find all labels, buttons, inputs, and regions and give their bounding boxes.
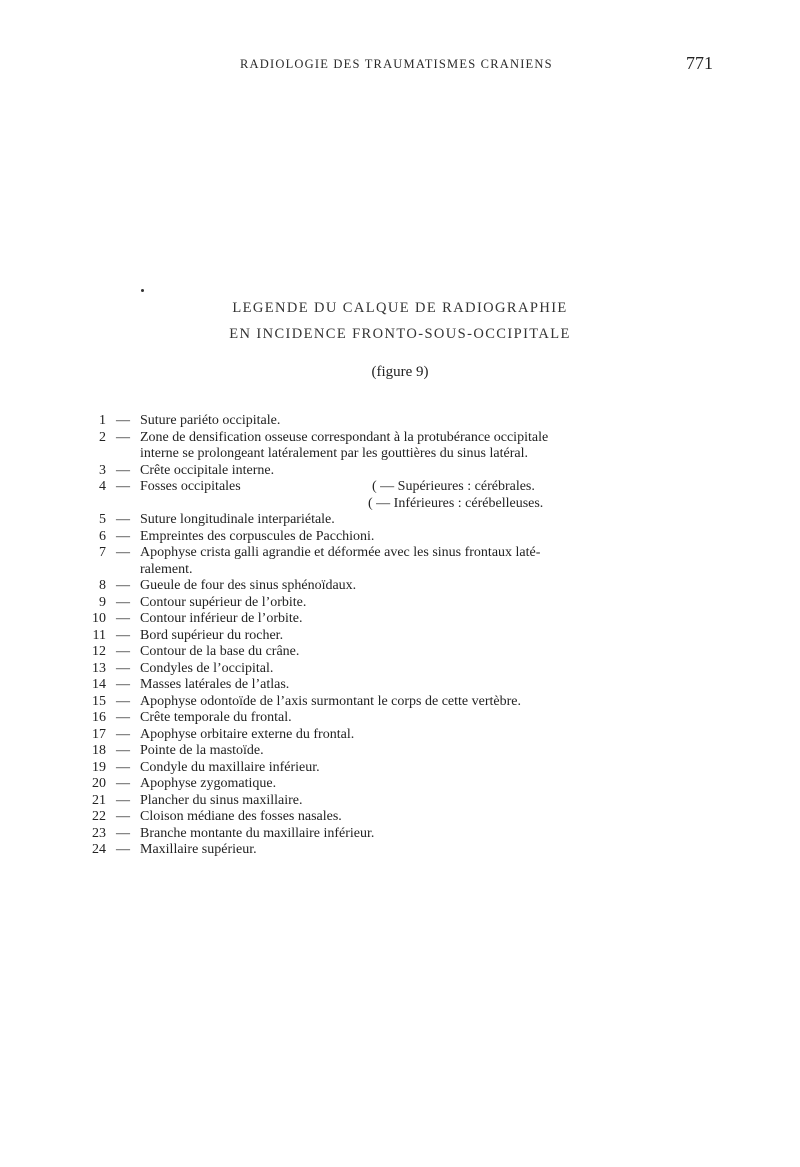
legend-item-dash: — — [116, 743, 130, 758]
legend-item-number: 19 — [92, 759, 106, 775]
legend-item — [84, 661, 724, 678]
page-number: 771 — [686, 53, 713, 73]
legend-item-number: 21 — [92, 792, 106, 808]
legend-item-number: 8 — [99, 578, 106, 593]
legend-item — [84, 793, 724, 810]
legend-item-dash: — — [116, 611, 130, 626]
legend-item-text: Contour supérieur de l’orbite. — [140, 594, 307, 610]
legend-item-dash: — — [116, 693, 130, 709]
legend-item-text: Empreintes des corpuscules de Pacchioni. — [140, 528, 375, 544]
legend-item-text: Branche montante du maxillaire inférieur. — [140, 825, 375, 841]
legend-item-text: Bord supérieur du rocher. — [140, 627, 284, 643]
legend-item-number: 16 — [92, 710, 106, 725]
legend-item-dash: — — [116, 842, 130, 857]
legend-item-number: 17 — [92, 726, 106, 742]
legend-item — [84, 512, 724, 529]
legend-item-text: Apophyse orbitaire externe du frontal. — [140, 726, 355, 742]
legend-item-number: 5 — [99, 512, 106, 527]
legend-item — [84, 628, 724, 645]
legend-item-number: 9 — [99, 594, 106, 610]
legend-item-text: Maxillaire supérieur. — [140, 842, 257, 857]
legend-item — [84, 545, 724, 562]
legend-item-text: Apophyse zygomatique. — [140, 776, 277, 791]
legend-item-dash: — — [116, 792, 130, 808]
legend-item-number: 10 — [92, 611, 106, 626]
legend-item-number: 4 — [99, 479, 106, 494]
legend-item-dash: — — [116, 677, 130, 692]
legend-item — [84, 694, 724, 711]
legend-item-number: 12 — [92, 644, 106, 659]
legend-item — [84, 430, 724, 447]
legend-item-text: Fosses occipitales — [140, 479, 241, 494]
legend-item-dash: — — [116, 759, 130, 775]
legend-item-dash: — — [116, 413, 130, 428]
legend-item-dash: — — [116, 479, 130, 494]
legend-item-text: Apophyse crista galli agrandie et déformée avec les sinus frontaux laté- — [140, 545, 541, 560]
legend-item-text: Apophyse odontoïde de l’axis surmontant le corps de cette vertèbre. — [140, 693, 521, 709]
legend-item-number: 15 — [92, 693, 106, 709]
legend-item-continuation: interne se prolongeant latéralement par les gouttières du sinus latéral. — [140, 446, 528, 461]
legend-item-continuation: ralement. — [140, 561, 193, 577]
legend-item-dash: — — [116, 578, 130, 593]
legend-item-number: 3 — [99, 462, 106, 478]
legend-item-text: Contour de la base du crâne. — [140, 644, 300, 659]
legend-item — [84, 743, 724, 760]
legend-item-number: 14 — [92, 677, 106, 692]
legend-item-dash: — — [116, 726, 130, 742]
legend-item — [84, 809, 724, 826]
legend-item-number: 7 — [99, 545, 106, 560]
legend-item — [84, 826, 724, 843]
legend-item — [84, 776, 724, 793]
legend-item-number: 1 — [99, 413, 106, 428]
legend-item-text: Suture pariéto occipitale. — [140, 413, 281, 428]
legend-subitem: ( — Supérieures : cérébrales. — [372, 479, 535, 494]
legend-subitem: ( — Inférieures : cérébelleuses. — [368, 495, 544, 511]
legend-item — [84, 611, 724, 628]
legend-item-text: Gueule de four des sinus sphénoïdaux. — [140, 578, 357, 593]
legend-item-dash: — — [116, 545, 130, 560]
legend-item — [84, 842, 724, 859]
legend-item-text: Plancher du sinus maxillaire. — [140, 792, 303, 808]
legend-item-text: Crête temporale du frontal. — [140, 710, 292, 725]
legend-item-dash: — — [116, 710, 130, 725]
legend-item-dash: — — [116, 644, 130, 659]
legend-title-line-1: LEGENDE DU CALQUE DE RADIOGRAPHIE — [232, 300, 568, 316]
legend-item — [84, 710, 724, 727]
legend-item-text: Contour inférieur de l’orbite. — [140, 611, 303, 626]
legend-item-number: 20 — [92, 776, 106, 791]
legend-item-number: 6 — [99, 528, 106, 544]
legend-item-text: Zone de densification osseuse correspondant à la protubérance occipitale — [140, 429, 549, 445]
legend-item-text: Pointe de la mastoïde. — [140, 743, 264, 758]
legend-item — [84, 677, 724, 694]
legend-item-number: 22 — [92, 809, 106, 824]
legend-item — [84, 595, 724, 612]
legend-list — [84, 413, 724, 859]
legend-item-text: Condyles de l’occipital. — [140, 660, 274, 676]
running-head: RADIOLOGIE DES TRAUMATISMES CRANIENS — [240, 57, 553, 71]
legend-item-dash: — — [116, 429, 130, 445]
legend-item-text: Condyle du maxillaire inférieur. — [140, 759, 320, 775]
legend-item-dash: — — [116, 809, 130, 824]
legend-item — [84, 529, 724, 546]
legend-item-dash: — — [116, 825, 130, 841]
legend-item-dash: — — [116, 776, 130, 791]
legend-item-number: 11 — [92, 627, 106, 643]
legend-item — [84, 463, 724, 480]
legend-item-number: 24 — [92, 842, 106, 857]
legend-item-text: Masses latérales de l’atlas. — [140, 677, 290, 692]
legend-item-dash: — — [116, 660, 130, 676]
legend-item-number: 2 — [99, 429, 106, 445]
legend-item-text: Cloison médiane des fosses nasales. — [140, 809, 342, 824]
legend-item-number: 13 — [92, 660, 106, 676]
legend-item-dash: — — [116, 462, 130, 478]
legend-item — [84, 644, 724, 661]
legend-item-dash: — — [116, 528, 130, 544]
legend-item-text: Suture longitudinale interpariétale. — [140, 512, 335, 527]
legend-item — [84, 413, 724, 430]
legend-item-dash: — — [116, 594, 130, 610]
legend-item-dash: — — [116, 512, 130, 527]
legend-item-text: Crête occipitale interne. — [140, 462, 275, 478]
legend-title-line-2: EN INCIDENCE FRONTO-SOUS-OCCIPITALE — [229, 326, 571, 342]
stray-dot — [141, 289, 144, 292]
legend-item-dash: — — [116, 627, 130, 643]
legend-item — [84, 578, 724, 595]
legend-item — [84, 760, 724, 777]
legend-item-number: 18 — [92, 743, 106, 758]
legend-item-number: 23 — [92, 825, 106, 841]
figure-caption: (figure 9) — [371, 364, 429, 380]
legend-item — [84, 727, 724, 744]
